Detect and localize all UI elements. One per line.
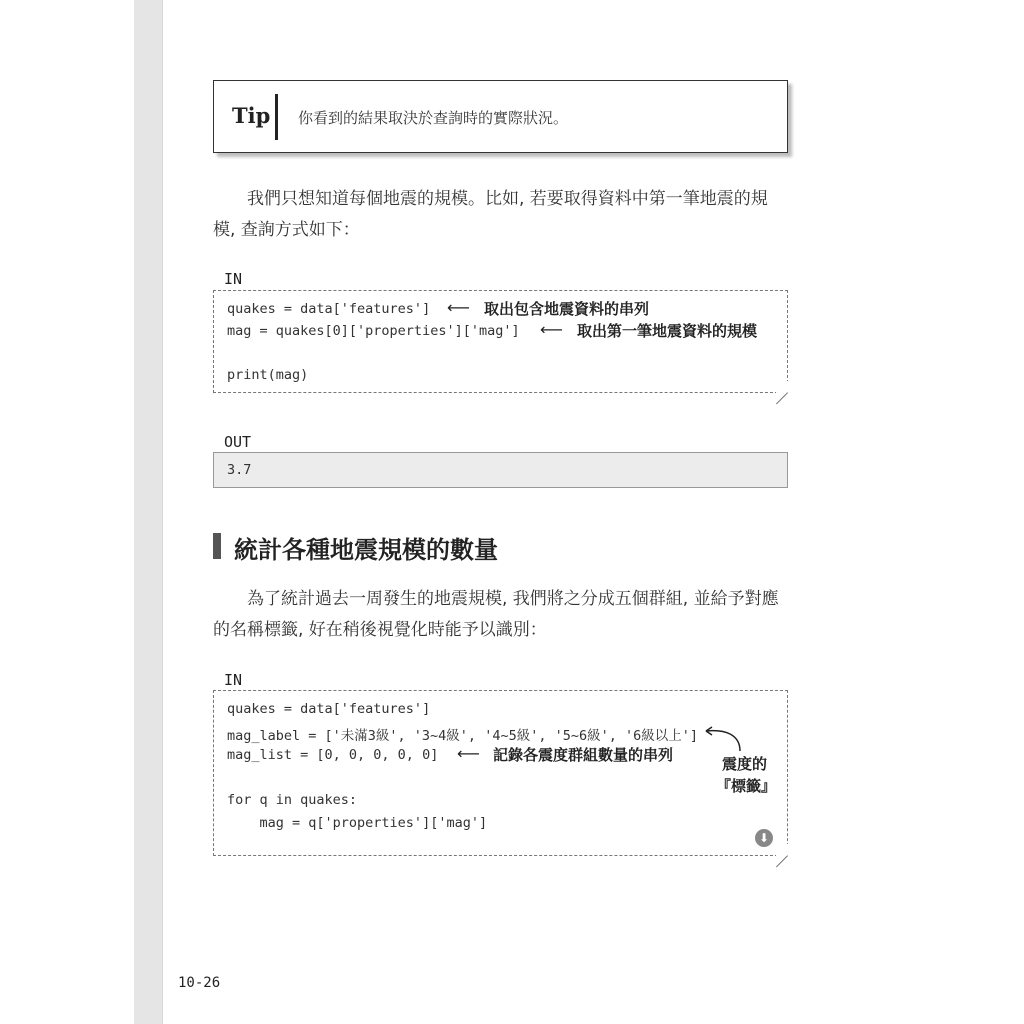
section-marker <box>213 533 221 559</box>
paragraph-2-line-1: 為了統計過去一周發生的地震規模, 我們將之分成五個群組, 並給予對應 <box>247 589 779 609</box>
code-block-2 <box>213 690 788 856</box>
code-annotation: 震度的 <box>722 755 768 773</box>
tip-label: Tip <box>232 103 271 128</box>
code-annotation: 記錄各震度群組數量的串列 <box>493 746 674 764</box>
paragraph-1 <box>213 184 793 246</box>
left-arrow-icon: ⟵ <box>457 744 480 763</box>
tip-text: 你看到的結果取決於查詢時的實際狀況。 <box>298 109 569 127</box>
download-circle-icon[interactable]: ⬇ <box>755 829 773 847</box>
folded-corner <box>776 844 788 856</box>
curved-arrow-icon <box>702 725 744 753</box>
code-out-label: OUT <box>224 433 252 451</box>
code-in-label-2: IN <box>224 671 243 689</box>
output-block <box>213 452 788 488</box>
code-annotation: 『標籤』 <box>716 777 777 795</box>
folded-corner <box>776 381 788 393</box>
tip-box <box>213 80 788 153</box>
code-block-1 <box>213 290 788 393</box>
code-line: for q in quakes: <box>227 792 358 808</box>
tip-divider <box>275 94 278 140</box>
code-in-label-1: IN <box>224 270 243 288</box>
code-line: quakes = data['features'] <box>227 301 431 317</box>
paragraph-2-line-2: 的名稱標籤, 好在稍後視覺化時能予以識別： <box>213 620 547 640</box>
code-line: print(mag) <box>227 367 309 383</box>
code-line: mag_list = [0, 0, 0, 0, 0] <box>227 747 439 763</box>
code-line: mag = quakes[0]['properties']['mag'] <box>227 323 520 339</box>
page-margin-strip <box>134 0 163 1024</box>
page-number: 10-26 <box>178 975 221 991</box>
code-annotation: 取出包含地震資料的串列 <box>484 300 650 318</box>
left-arrow-icon: ⟵ <box>447 298 470 317</box>
code-line: mag = q['properties']['mag'] <box>227 815 488 831</box>
paragraph-1-line-2: 模, 查詢方式如下： <box>213 220 360 240</box>
section-heading: 統計各種地震規模的數量 <box>234 536 498 564</box>
paragraph-2 <box>213 584 793 646</box>
code-annotation: 取出第一筆地震資料的規模 <box>577 322 758 340</box>
left-arrow-icon: ⟵ <box>540 320 563 339</box>
code-line: mag_label = ['未滿3級', '3~4級', '4~5級', '5~6級', '6級以上'] <box>227 728 698 744</box>
output-value: 3.7 <box>227 462 252 478</box>
paragraph-1-line-1: 我們只想知道每個地震的規模。比如, 若要取得資料中第一筆地震的規 <box>247 189 768 209</box>
code-line: quakes = data['features'] <box>227 701 431 717</box>
